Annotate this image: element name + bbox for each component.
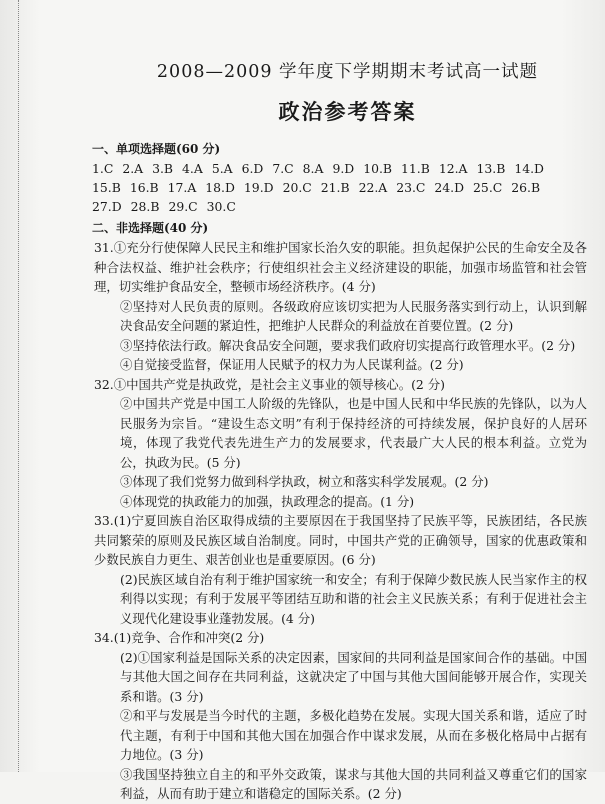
mc-answer: 1.C [92, 161, 114, 176]
mc-answer: 13.B [476, 161, 506, 176]
q33-part-2: (2)民族区域自治有利于维护国家统一和安全；有利于保障少数民族人民当家作主的权利得以实现；有利于发展平等团结互助和谐的社会主义民族关系；有利于促进社会主义现代化建设事业蓬勃发展。(4 分) [120, 571, 587, 626]
q31-point-4: ④自觉接受监督，保证用人民赋予的权力为人民谋利益。(2 分) [120, 357, 464, 372]
mc-answer: 26.B [511, 180, 541, 195]
q33-part-1: 33.(1)宁夏回族自治区取得成绩的主要原因在于我国坚持了民族平等，民族团结，各民族共同繁荣的原则及民族区域自治制度。同时，中国共产党的正确领导，国家的优惠政策和少数民族自力更生、艰苦创业也是重要原因。(6 分) [94, 513, 587, 567]
mc-answer: 29.C [168, 199, 198, 214]
mc-answer: 25.C [473, 180, 503, 195]
mc-answer: 16.B [129, 180, 159, 195]
mc-answers-row-3 [92, 197, 587, 216]
mc-answer: 11.B [401, 161, 430, 176]
mc-answer: 5.A [211, 161, 233, 176]
mc-answer: 19.D [243, 180, 274, 195]
q32-point-3: ③体现了我们党努力做到科学执政，树立和落实科学发展观。(2 分) [120, 474, 489, 489]
q32-point-4: ④体现党的执政能力的加强，执政理念的提高。(1 分) [120, 493, 415, 509]
mc-answer: 3.B [152, 161, 174, 176]
mc-answer: 2.A [122, 161, 144, 176]
mc-answer: 20.C [282, 180, 312, 195]
q32-point-1: 32.①中国共产党是执政党，是社会主义事业的领导核心。(2 分) [94, 376, 445, 392]
binding-edge [18, 0, 27, 772]
mc-answer: 8.A [302, 161, 324, 176]
mc-answer: 18.D [205, 180, 235, 195]
q34-part-1: 34.(1)竞争、合作和冲突(2 分) [94, 630, 265, 645]
q31-point-1: 31.①充分行使保障人民民主和维护国家长治久安的职能。担负起保护公民的生命安全及各种合法权益、维护社会秩序；行使组织社会主义经济建设的职能，加强市场监管和社会管理，切实维护食品安全，整顿市场经济秩序。(4 分) [94, 240, 587, 294]
q32-point-2: ②中国共产党是中国工人阶级的先锋队，也是中国人民和中华民族的先锋队，以为人民服务为宗旨。“建设生态文明”有利于保持经济的可持续发展，保护良好的人居环境，体现了我党代表先进生产力的发展要求，代表最广大人民的根本利益。立党为公，执政为民。(5 分) [120, 396, 587, 470]
mc-answer: 6.D [241, 161, 264, 176]
mc-answer: 4.A [182, 161, 203, 176]
q31-point-3: ③坚持依法行政。解决食品安全问题，要求我们政府切实提高行政管理水平。(2 分) [120, 337, 576, 353]
mc-answer: 23.C [396, 180, 426, 195]
mc-answer: 28.B [130, 199, 160, 214]
section-heading-mc: 一、单项选择题(60 分) [92, 142, 221, 156]
exam-title: 2008—2009 学年度下学期期末考试高一试题 [156, 62, 539, 82]
q31-point-2: ②坚持对人民负责的原则。各级政府应该切实把为人民服务落实到行动上，认识到解决食品安全问题的紧迫性，把维护人民群众的利益放在首要位置。(2 分) [120, 298, 587, 333]
mc-answer: 24.D [434, 180, 465, 195]
mc-answer: 17.A [167, 180, 197, 195]
mc-answer: 21.B [320, 180, 350, 195]
section-heading-open: 二、非选择题(40 分) [92, 221, 209, 235]
mc-answer: 9.D [332, 161, 355, 176]
mc-answer: 12.A [438, 161, 468, 176]
mc-answer: 14.D [514, 161, 544, 176]
mc-answer: 7.C [272, 161, 294, 176]
q34-part-3: ②和平与发展是当今时代的主题，多极化趋势在发展。实现大国关系和谐，适应了时代主题，有利于中国和其他大国在加强合作中谋求发展，从而在多极化格局中占据有力地位。(3 分) [120, 708, 587, 762]
q34-part-4: ③我国坚持独立自主的和平外交政策，谋求与其他大国的共同利益又尊重它们的国家利益，从而有助于建立和谐稳定的国际关系。(2 分) [120, 766, 587, 801]
mc-answers-row-2 [92, 178, 587, 197]
q34-part-2: (2)①国家利益是国际关系的决定因素，国家间的共同利益是国家间合作的基础。中国与其他大国之间存在共同利益，这就决定了中国与其他大国间能够开展合作，实现关系和谐。(3 分) [120, 649, 587, 704]
mc-answer: 27.D [92, 199, 122, 214]
mc-answer: 15.B [92, 180, 121, 195]
mc-answers-row-1 [92, 159, 587, 178]
mc-answer: 30.C [206, 199, 236, 214]
mc-answer: 10.B [363, 161, 393, 176]
answer-key-subtitle: 政治参考答案 [278, 99, 417, 124]
mc-answer: 22.A [358, 180, 388, 195]
